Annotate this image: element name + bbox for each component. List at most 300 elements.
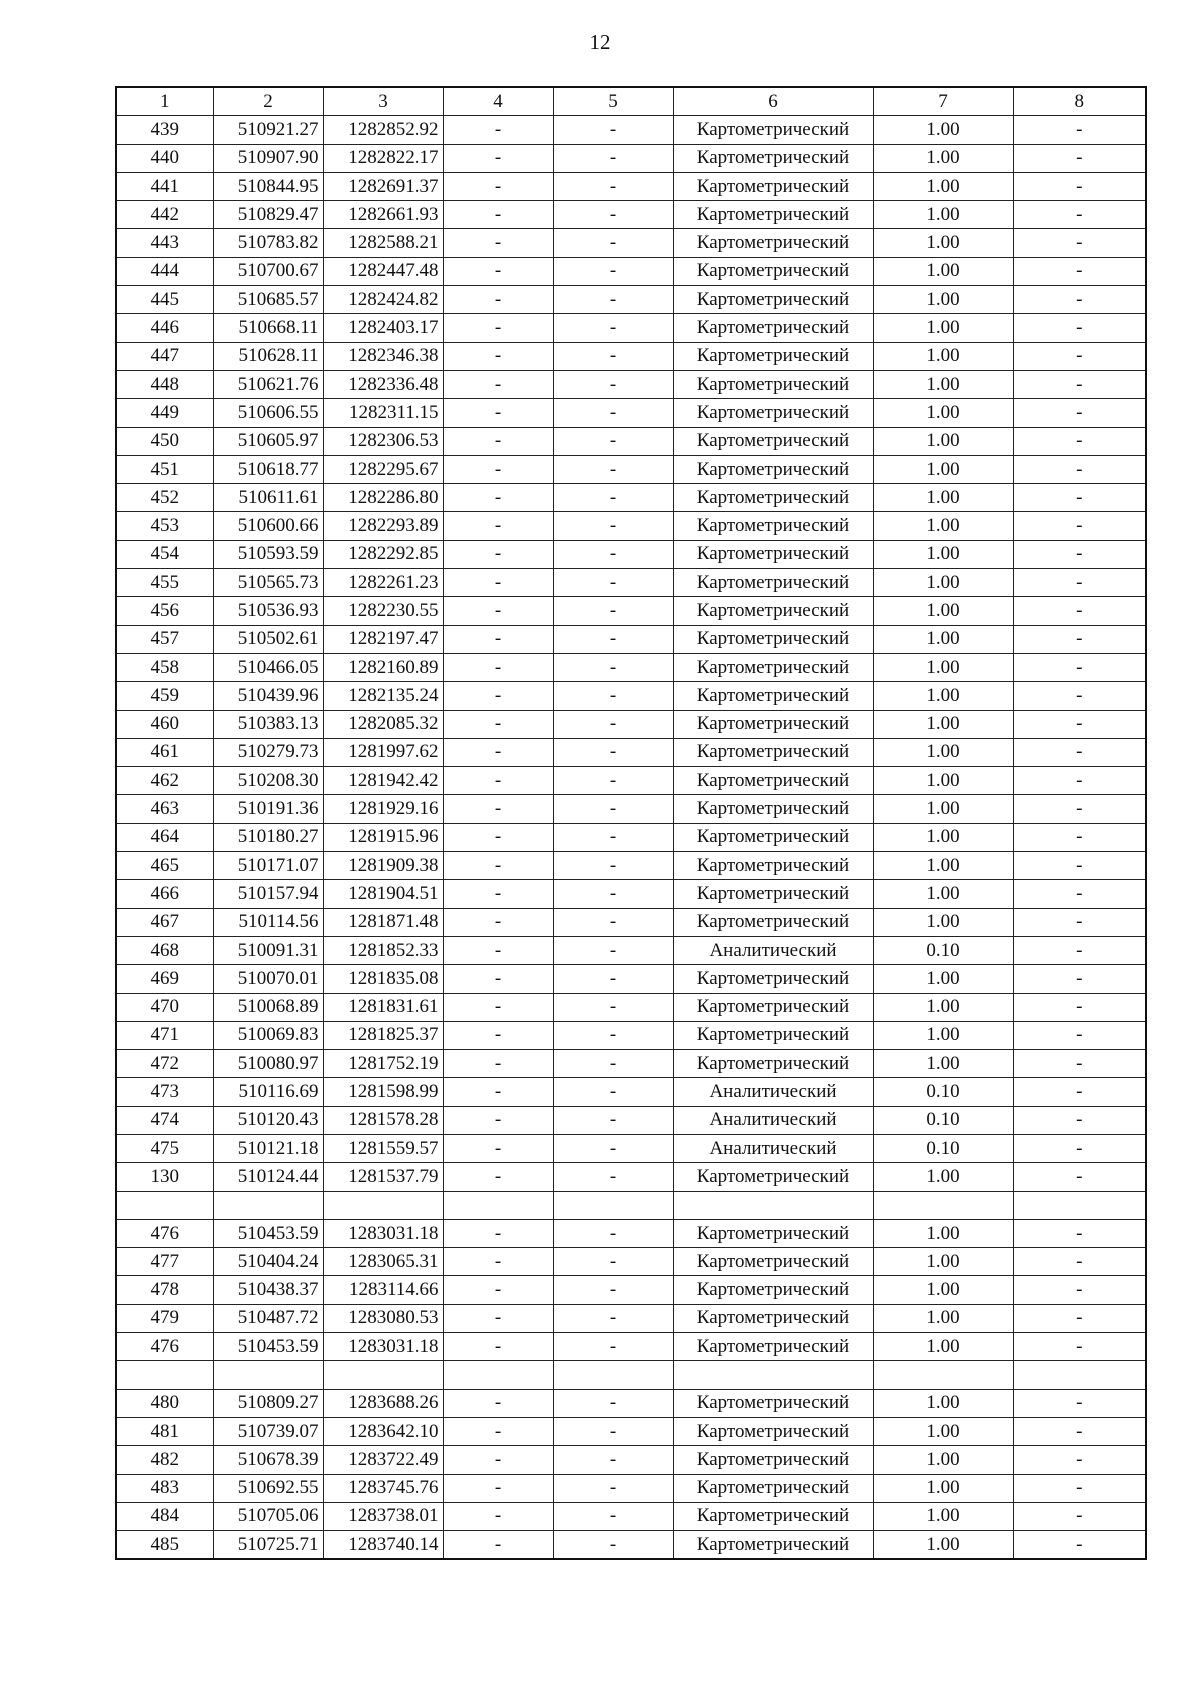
cell-coordinate-x: 510621.76 xyxy=(213,370,323,398)
cell-coordinate-y: 1283745.76 xyxy=(323,1474,443,1502)
cell-method: Картометрический xyxy=(673,484,873,512)
cell-accuracy: 1.00 xyxy=(873,229,1013,257)
cell-coordinate-y: 1282197.47 xyxy=(323,625,443,653)
cell-column-5: - xyxy=(553,1163,673,1191)
cell-column-4: - xyxy=(443,1417,553,1445)
cell-column-5: - xyxy=(553,172,673,200)
cell-coordinate-y: 1282286.80 xyxy=(323,484,443,512)
cell-column-4: - xyxy=(443,1389,553,1417)
cell-coordinate-y: 1282085.32 xyxy=(323,710,443,738)
cell-coordinate-y: 1282261.23 xyxy=(323,569,443,597)
cell-column-4: - xyxy=(443,342,553,370)
cell-point-number: 483 xyxy=(116,1474,213,1502)
cell-coordinate-x: 510565.73 xyxy=(213,569,323,597)
table-row xyxy=(116,455,1146,483)
cell-column-5: - xyxy=(553,936,673,964)
cell-column-4: - xyxy=(443,257,553,285)
table-row xyxy=(116,257,1146,285)
cell-coordinate-y: 1282292.85 xyxy=(323,540,443,568)
table-row xyxy=(116,1276,1146,1304)
cell-coordinate-x: 510844.95 xyxy=(213,172,323,200)
cell-coordinate-x: 510618.77 xyxy=(213,455,323,483)
cell-column-8: - xyxy=(1013,1276,1146,1304)
cell-method: Картометрический xyxy=(673,1163,873,1191)
cell-accuracy: 1.00 xyxy=(873,1219,1013,1247)
table-row xyxy=(116,1531,1146,1560)
cell-column-8: - xyxy=(1013,1389,1146,1417)
cell-point-number: 475 xyxy=(116,1134,213,1162)
cell-column-5: - xyxy=(553,1219,673,1247)
cell-accuracy: 1.00 xyxy=(873,1417,1013,1445)
cell-coordinate-x: 510605.97 xyxy=(213,427,323,455)
cell-method: Картометрический xyxy=(673,172,873,200)
table-row xyxy=(116,540,1146,568)
cell-accuracy: 1.00 xyxy=(873,569,1013,597)
cell-method: Картометрический xyxy=(673,993,873,1021)
cell-coordinate-x: 510404.24 xyxy=(213,1248,323,1276)
cell-column-5: - xyxy=(553,484,673,512)
cell-point-number: 478 xyxy=(116,1276,213,1304)
cell-column-8: - xyxy=(1013,569,1146,597)
cell-column-5: - xyxy=(553,512,673,540)
cell-coordinate-y: 1281915.96 xyxy=(323,823,443,851)
cell-coordinate-y: 1283740.14 xyxy=(323,1531,443,1560)
cell-accuracy: 1.00 xyxy=(873,1248,1013,1276)
table-row xyxy=(116,484,1146,512)
cell-point-number: 459 xyxy=(116,682,213,710)
cell-column-4: - xyxy=(443,880,553,908)
cell-coordinate-x: 510809.27 xyxy=(213,1389,323,1417)
cell-accuracy: 1.00 xyxy=(873,1276,1013,1304)
cell-coordinate-y: 1281752.19 xyxy=(323,1050,443,1078)
cell-point-number: 448 xyxy=(116,370,213,398)
cell-column-4: - xyxy=(443,908,553,936)
cell-accuracy: 1.00 xyxy=(873,993,1013,1021)
cell-point-number xyxy=(116,1361,213,1389)
cell-column-8: - xyxy=(1013,257,1146,285)
table-row xyxy=(116,1219,1146,1247)
cell-coordinate-x: 510070.01 xyxy=(213,965,323,993)
cell-column-5: - xyxy=(553,653,673,681)
cell-coordinate-y: 1281852.33 xyxy=(323,936,443,964)
table-row xyxy=(116,625,1146,653)
cell-coordinate-x: 510536.93 xyxy=(213,597,323,625)
table-row xyxy=(116,569,1146,597)
table-row xyxy=(116,710,1146,738)
cell-point-number: 458 xyxy=(116,653,213,681)
cell-column-8: - xyxy=(1013,512,1146,540)
table-row xyxy=(116,286,1146,314)
cell-column-8: - xyxy=(1013,286,1146,314)
cell-column-8: - xyxy=(1013,993,1146,1021)
cell-coordinate-x: 510453.59 xyxy=(213,1219,323,1247)
cell-column-8: - xyxy=(1013,767,1146,795)
cell-method: Картометрический xyxy=(673,257,873,285)
cell-point-number: 476 xyxy=(116,1219,213,1247)
cell-column-4: - xyxy=(443,653,553,681)
cell-column-5: - xyxy=(553,880,673,908)
cell-accuracy: 1.00 xyxy=(873,880,1013,908)
cell-method: Картометрический xyxy=(673,795,873,823)
cell-method: Картометрический xyxy=(673,201,873,229)
table-body xyxy=(116,116,1146,1560)
cell-method: Картометрический xyxy=(673,710,873,738)
cell-coordinate-y: 1282822.17 xyxy=(323,144,443,172)
cell-point-number: 453 xyxy=(116,512,213,540)
cell-coordinate-y: 1281598.99 xyxy=(323,1078,443,1106)
cell-accuracy: 0.10 xyxy=(873,1134,1013,1162)
cell-coordinate-x: 510121.18 xyxy=(213,1134,323,1162)
cell-column-4: - xyxy=(443,484,553,512)
cell-coordinate-x: 510171.07 xyxy=(213,852,323,880)
cell-point-number: 481 xyxy=(116,1417,213,1445)
cell-point-number: 446 xyxy=(116,314,213,342)
table-row xyxy=(116,1446,1146,1474)
table-row xyxy=(116,1078,1146,1106)
cell-column-5: - xyxy=(553,993,673,1021)
table-row xyxy=(116,767,1146,795)
cell-coordinate-x xyxy=(213,1361,323,1389)
cell-accuracy: 1.00 xyxy=(873,1163,1013,1191)
cell-accuracy: 1.00 xyxy=(873,144,1013,172)
cell-column-5: - xyxy=(553,1417,673,1445)
cell-point-number: 454 xyxy=(116,540,213,568)
cell-coordinate-y: 1282306.53 xyxy=(323,427,443,455)
table-row xyxy=(116,399,1146,427)
cell-point-number: 130 xyxy=(116,1163,213,1191)
cell-accuracy: 1.00 xyxy=(873,1502,1013,1530)
cell-column-4: - xyxy=(443,172,553,200)
cell-column-5: - xyxy=(553,908,673,936)
cell-column-8: - xyxy=(1013,823,1146,851)
cell-column-4: - xyxy=(443,852,553,880)
table-row xyxy=(116,1248,1146,1276)
cell-coordinate-x: 510439.96 xyxy=(213,682,323,710)
cell-coordinate-y: 1282661.93 xyxy=(323,201,443,229)
cell-point-number: 465 xyxy=(116,852,213,880)
cell-point-number: 484 xyxy=(116,1502,213,1530)
cell-method xyxy=(673,1191,873,1219)
cell-column-8: - xyxy=(1013,1474,1146,1502)
cell-method: Картометрический xyxy=(673,1021,873,1049)
cell-column-4: - xyxy=(443,965,553,993)
cell-accuracy: 1.00 xyxy=(873,1446,1013,1474)
cell-point-number xyxy=(116,1191,213,1219)
cell-coordinate-x: 510453.59 xyxy=(213,1333,323,1361)
cell-point-number: 479 xyxy=(116,1304,213,1332)
cell-accuracy: 1.00 xyxy=(873,823,1013,851)
cell-coordinate-x: 510124.44 xyxy=(213,1163,323,1191)
cell-column-8: - xyxy=(1013,229,1146,257)
cell-point-number: 441 xyxy=(116,172,213,200)
cell-column-4: - xyxy=(443,710,553,738)
cell-column-8: - xyxy=(1013,1248,1146,1276)
cell-accuracy: 1.00 xyxy=(873,1389,1013,1417)
cell-coordinate-y: 1283722.49 xyxy=(323,1446,443,1474)
cell-method: Картометрический xyxy=(673,540,873,568)
cell-coordinate-y: 1282230.55 xyxy=(323,597,443,625)
cell-column-4: - xyxy=(443,1050,553,1078)
cell-coordinate-y: 1283642.10 xyxy=(323,1417,443,1445)
cell-column-5: - xyxy=(553,1078,673,1106)
cell-point-number: 443 xyxy=(116,229,213,257)
cell-coordinate-y: 1282424.82 xyxy=(323,286,443,314)
cell-coordinate-y: 1282852.92 xyxy=(323,116,443,144)
cell-accuracy: 1.00 xyxy=(873,965,1013,993)
cell-column-5: - xyxy=(553,738,673,766)
table-row xyxy=(116,172,1146,200)
column-header: 1 xyxy=(116,87,213,116)
cell-point-number: 440 xyxy=(116,144,213,172)
cell-column-5: - xyxy=(553,455,673,483)
column-header: 7 xyxy=(873,87,1013,116)
cell-coordinate-y: 1281559.57 xyxy=(323,1134,443,1162)
cell-column-8: - xyxy=(1013,427,1146,455)
cell-coordinate-x: 510783.82 xyxy=(213,229,323,257)
cell-method: Картометрический xyxy=(673,625,873,653)
cell-accuracy: 1.00 xyxy=(873,342,1013,370)
cell-accuracy xyxy=(873,1361,1013,1389)
cell-coordinate-y: 1281909.38 xyxy=(323,852,443,880)
cell-column-5: - xyxy=(553,1134,673,1162)
coordinates-table xyxy=(115,86,1147,1560)
cell-method: Картометрический xyxy=(673,1248,873,1276)
cell-coordinate-x: 510279.73 xyxy=(213,738,323,766)
cell-coordinate-x: 510157.94 xyxy=(213,880,323,908)
cell-point-number: 469 xyxy=(116,965,213,993)
cell-column-8: - xyxy=(1013,965,1146,993)
cell-column-5: - xyxy=(553,1276,673,1304)
cell-coordinate-x: 510091.31 xyxy=(213,936,323,964)
cell-accuracy: 1.00 xyxy=(873,172,1013,200)
cell-accuracy: 1.00 xyxy=(873,1474,1013,1502)
cell-point-number: 450 xyxy=(116,427,213,455)
cell-coordinate-y: 1283031.18 xyxy=(323,1219,443,1247)
cell-method: Картометрический xyxy=(673,229,873,257)
table-row xyxy=(116,1389,1146,1417)
cell-column-4: - xyxy=(443,936,553,964)
cell-method: Картометрический xyxy=(673,370,873,398)
cell-coordinate-x: 510685.57 xyxy=(213,286,323,314)
cell-accuracy xyxy=(873,1191,1013,1219)
cell-column-8 xyxy=(1013,1361,1146,1389)
cell-coordinate-y: 1281835.08 xyxy=(323,965,443,993)
cell-coordinate-y: 1282403.17 xyxy=(323,314,443,342)
cell-column-8: - xyxy=(1013,653,1146,681)
cell-coordinate-x: 510668.11 xyxy=(213,314,323,342)
cell-column-8: - xyxy=(1013,1502,1146,1530)
cell-method: Картометрический xyxy=(673,455,873,483)
cell-column-4 xyxy=(443,1361,553,1389)
cell-column-4: - xyxy=(443,286,553,314)
cell-column-4: - xyxy=(443,569,553,597)
cell-column-5: - xyxy=(553,710,673,738)
cell-method: Картометрический xyxy=(673,1417,873,1445)
cell-coordinate-y: 1281929.16 xyxy=(323,795,443,823)
cell-point-number: 447 xyxy=(116,342,213,370)
cell-column-8: - xyxy=(1013,1134,1146,1162)
cell-accuracy: 1.00 xyxy=(873,201,1013,229)
table-row xyxy=(116,1050,1146,1078)
table-row xyxy=(116,1333,1146,1361)
cell-coordinate-x: 510829.47 xyxy=(213,201,323,229)
cell-column-8: - xyxy=(1013,908,1146,936)
cell-accuracy: 0.10 xyxy=(873,936,1013,964)
cell-point-number: 477 xyxy=(116,1248,213,1276)
cell-point-number: 439 xyxy=(116,116,213,144)
cell-accuracy: 1.00 xyxy=(873,399,1013,427)
table-row xyxy=(116,1417,1146,1445)
cell-column-4: - xyxy=(443,823,553,851)
cell-coordinate-y: 1282295.67 xyxy=(323,455,443,483)
cell-column-4: - xyxy=(443,1333,553,1361)
cell-column-8: - xyxy=(1013,342,1146,370)
cell-method: Картометрический xyxy=(673,880,873,908)
table-row xyxy=(116,144,1146,172)
cell-column-8: - xyxy=(1013,1304,1146,1332)
cell-column-8: - xyxy=(1013,936,1146,964)
cell-coordinate-y: 1281871.48 xyxy=(323,908,443,936)
cell-accuracy: 0.10 xyxy=(873,1078,1013,1106)
table-row xyxy=(116,427,1146,455)
column-header: 3 xyxy=(323,87,443,116)
cell-column-8: - xyxy=(1013,540,1146,568)
cell-coordinate-y: 1283738.01 xyxy=(323,1502,443,1530)
cell-point-number: 464 xyxy=(116,823,213,851)
cell-column-8: - xyxy=(1013,1106,1146,1134)
table-row xyxy=(116,682,1146,710)
cell-coordinate-y: 1281825.37 xyxy=(323,1021,443,1049)
header-row xyxy=(116,87,1146,116)
cell-method: Картометрический xyxy=(673,116,873,144)
cell-coordinate-x: 510593.59 xyxy=(213,540,323,568)
cell-column-4: - xyxy=(443,512,553,540)
cell-column-5 xyxy=(553,1361,673,1389)
cell-column-8: - xyxy=(1013,484,1146,512)
cell-column-4: - xyxy=(443,144,553,172)
cell-column-4: - xyxy=(443,1134,553,1162)
cell-column-5: - xyxy=(553,795,673,823)
cell-point-number: 472 xyxy=(116,1050,213,1078)
cell-column-5: - xyxy=(553,1502,673,1530)
cell-column-8: - xyxy=(1013,710,1146,738)
cell-column-5: - xyxy=(553,852,673,880)
cell-column-8: - xyxy=(1013,144,1146,172)
cell-column-5: - xyxy=(553,314,673,342)
cell-point-number: 470 xyxy=(116,993,213,1021)
cell-coordinate-x: 510628.11 xyxy=(213,342,323,370)
cell-method: Картометрический xyxy=(673,399,873,427)
cell-accuracy: 1.00 xyxy=(873,257,1013,285)
table-row xyxy=(116,370,1146,398)
cell-column-8: - xyxy=(1013,314,1146,342)
cell-accuracy: 1.00 xyxy=(873,427,1013,455)
cell-point-number: 485 xyxy=(116,1531,213,1560)
cell-coordinate-y: 1282135.24 xyxy=(323,682,443,710)
cell-point-number: 463 xyxy=(116,795,213,823)
cell-column-4: - xyxy=(443,427,553,455)
table-row xyxy=(116,116,1146,144)
cell-column-4: - xyxy=(443,1163,553,1191)
cell-method: Картометрический xyxy=(673,1304,873,1332)
cell-coordinate-y: 1282311.15 xyxy=(323,399,443,427)
cell-point-number: 457 xyxy=(116,625,213,653)
cell-column-5: - xyxy=(553,1389,673,1417)
cell-coordinate-x: 510180.27 xyxy=(213,823,323,851)
cell-coordinate-y: 1283065.31 xyxy=(323,1248,443,1276)
cell-column-5: - xyxy=(553,1050,673,1078)
cell-method: Картометрический xyxy=(673,1446,873,1474)
cell-accuracy: 1.00 xyxy=(873,484,1013,512)
table-row xyxy=(116,852,1146,880)
cell-point-number: 473 xyxy=(116,1078,213,1106)
cell-coordinate-x: 510120.43 xyxy=(213,1106,323,1134)
cell-accuracy: 1.00 xyxy=(873,116,1013,144)
cell-column-8: - xyxy=(1013,1446,1146,1474)
cell-point-number: 476 xyxy=(116,1333,213,1361)
table-row xyxy=(116,965,1146,993)
cell-accuracy: 1.00 xyxy=(873,795,1013,823)
cell-column-5: - xyxy=(553,1106,673,1134)
cell-column-4: - xyxy=(443,767,553,795)
cell-column-8: - xyxy=(1013,1219,1146,1247)
cell-coordinate-y: 1282346.38 xyxy=(323,342,443,370)
table-row xyxy=(116,512,1146,540)
column-header: 6 xyxy=(673,87,873,116)
table-row xyxy=(116,1191,1146,1219)
column-header: 2 xyxy=(213,87,323,116)
cell-method: Картометрический xyxy=(673,1389,873,1417)
cell-column-4: - xyxy=(443,625,553,653)
cell-column-8: - xyxy=(1013,738,1146,766)
cell-coordinate-x: 510383.13 xyxy=(213,710,323,738)
table-row xyxy=(116,314,1146,342)
cell-column-8: - xyxy=(1013,1078,1146,1106)
cell-method: Картометрический xyxy=(673,512,873,540)
column-header: 8 xyxy=(1013,87,1146,116)
cell-accuracy: 1.00 xyxy=(873,1304,1013,1332)
table-row xyxy=(116,823,1146,851)
cell-column-4: - xyxy=(443,455,553,483)
table-row xyxy=(116,936,1146,964)
cell-column-4 xyxy=(443,1191,553,1219)
cell-column-4: - xyxy=(443,370,553,398)
table-row xyxy=(116,597,1146,625)
cell-column-4: - xyxy=(443,993,553,1021)
cell-column-8: - xyxy=(1013,1050,1146,1078)
cell-method: Картометрический xyxy=(673,1219,873,1247)
cell-accuracy: 1.00 xyxy=(873,1021,1013,1049)
cell-method: Картометрический xyxy=(673,286,873,314)
cell-coordinate-x: 510191.36 xyxy=(213,795,323,823)
cell-method: Картометрический xyxy=(673,965,873,993)
cell-column-8: - xyxy=(1013,1163,1146,1191)
cell-column-4: - xyxy=(443,1474,553,1502)
cell-column-5: - xyxy=(553,399,673,427)
cell-method: Картометрический xyxy=(673,597,873,625)
table-row xyxy=(116,1361,1146,1389)
cell-coordinate-x: 510069.83 xyxy=(213,1021,323,1049)
cell-column-4: - xyxy=(443,738,553,766)
cell-method: Аналитический xyxy=(673,1134,873,1162)
cell-column-8: - xyxy=(1013,399,1146,427)
table-row xyxy=(116,1163,1146,1191)
cell-coordinate-y: 1283031.18 xyxy=(323,1333,443,1361)
cell-coordinate-y: 1282160.89 xyxy=(323,653,443,681)
cell-column-4: - xyxy=(443,795,553,823)
cell-method: Картометрический xyxy=(673,1531,873,1560)
cell-coordinate-x: 510907.90 xyxy=(213,144,323,172)
